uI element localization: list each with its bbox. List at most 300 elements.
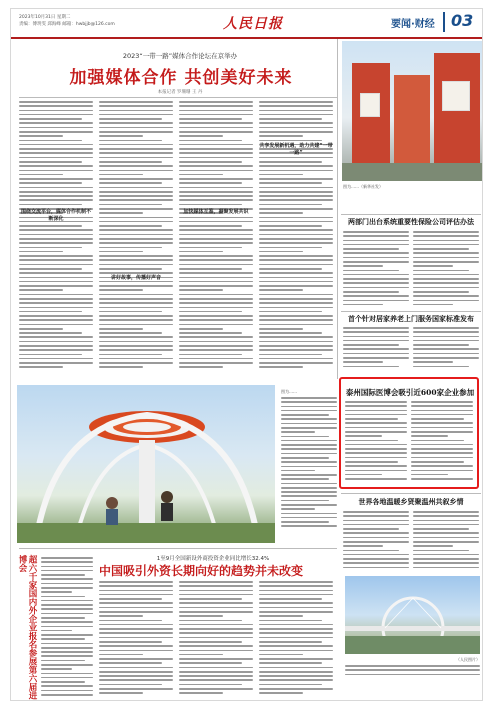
text-line xyxy=(259,140,322,142)
text-line xyxy=(19,277,93,279)
text-line xyxy=(259,662,322,664)
text-line xyxy=(99,611,173,613)
newspaper-page xyxy=(10,8,483,701)
text-line xyxy=(411,427,473,429)
text-line xyxy=(41,596,85,598)
text-line xyxy=(281,466,337,468)
text-line xyxy=(259,658,333,660)
text-line xyxy=(179,242,253,244)
text-line xyxy=(99,187,173,189)
text-line xyxy=(259,671,333,673)
text-line xyxy=(345,461,398,463)
text-line xyxy=(19,178,93,180)
text-line xyxy=(343,541,409,543)
text-line xyxy=(19,336,93,338)
text-line xyxy=(99,654,143,656)
text-line xyxy=(99,315,173,317)
text-line xyxy=(19,294,93,296)
text-line xyxy=(19,289,63,291)
text-line xyxy=(99,148,173,150)
text-line xyxy=(413,300,479,302)
text-line xyxy=(259,289,303,291)
text-line xyxy=(99,615,143,617)
text-line xyxy=(413,231,479,233)
text-line xyxy=(179,199,253,201)
masthead-meta xyxy=(19,14,139,28)
text-line xyxy=(345,414,407,416)
text-line xyxy=(259,217,333,219)
text-line xyxy=(343,252,409,254)
text-line xyxy=(259,354,322,356)
text-line xyxy=(413,537,479,539)
text-line xyxy=(259,251,303,253)
text-line xyxy=(99,345,173,347)
text-line xyxy=(99,650,173,652)
text-line xyxy=(99,302,173,304)
text-line xyxy=(179,152,253,154)
text-line xyxy=(99,362,173,364)
text-line xyxy=(179,238,253,240)
divider xyxy=(341,493,481,494)
text-line xyxy=(41,673,93,675)
text-line xyxy=(41,668,72,670)
text-line xyxy=(19,187,93,189)
text-line xyxy=(179,615,223,617)
text-line xyxy=(99,349,173,351)
text-line xyxy=(19,174,63,176)
text-line xyxy=(343,357,409,359)
text-line xyxy=(19,165,93,167)
text-line xyxy=(411,474,448,476)
text-line xyxy=(343,353,409,355)
text-line xyxy=(179,135,223,137)
text-line xyxy=(41,630,72,632)
text-line xyxy=(179,671,253,673)
text-line xyxy=(413,240,479,242)
text-line xyxy=(19,354,82,356)
lead-subhead-3: 共享发展新机遇，助力共建“一带一路” xyxy=(259,143,333,156)
text-line xyxy=(19,105,93,107)
text-line xyxy=(99,319,173,321)
text-line xyxy=(19,114,93,116)
text-line xyxy=(99,242,173,244)
text-line xyxy=(99,590,173,592)
column-divider xyxy=(337,39,338,379)
text-line xyxy=(99,127,173,129)
text-line xyxy=(259,187,333,189)
sculpture-illustration xyxy=(17,385,275,543)
text-line xyxy=(99,234,173,236)
text-line xyxy=(281,423,337,425)
article-body xyxy=(413,511,479,573)
article-body xyxy=(413,231,479,309)
text-line xyxy=(19,341,93,343)
bridge-illustration xyxy=(345,576,480,654)
text-line xyxy=(179,624,253,626)
text-line xyxy=(281,453,337,455)
text-line xyxy=(99,307,173,309)
text-line xyxy=(179,662,242,664)
text-line xyxy=(413,554,479,556)
text-line xyxy=(99,298,173,300)
text-line xyxy=(411,435,448,437)
text-line xyxy=(99,264,173,266)
text-line xyxy=(281,431,315,433)
center-photo-caption: 图为…… xyxy=(281,389,297,394)
text-line xyxy=(179,645,253,647)
text-line xyxy=(179,148,253,150)
text-line xyxy=(19,242,93,244)
text-line xyxy=(411,478,473,480)
text-line xyxy=(179,581,253,583)
text-line xyxy=(99,101,173,103)
text-line xyxy=(343,274,409,276)
text-line xyxy=(99,247,162,249)
text-line xyxy=(179,675,253,677)
text-line xyxy=(259,632,333,634)
text-line xyxy=(259,345,333,347)
text-line xyxy=(99,229,173,231)
text-line xyxy=(99,366,143,368)
text-line xyxy=(345,665,480,667)
text-line xyxy=(99,191,173,193)
text-line xyxy=(179,131,253,133)
text-line xyxy=(281,491,337,493)
text-line xyxy=(19,281,93,283)
text-line xyxy=(413,366,469,368)
text-line xyxy=(259,131,333,133)
text-line xyxy=(345,465,407,467)
text-line xyxy=(179,628,253,630)
text-line xyxy=(179,191,253,193)
text-line xyxy=(179,157,253,159)
text-line xyxy=(179,122,253,124)
text-line xyxy=(99,637,173,639)
text-line xyxy=(281,444,337,446)
text-line xyxy=(19,152,93,154)
text-line xyxy=(281,406,337,408)
text-line xyxy=(19,324,93,326)
text-line xyxy=(41,664,93,666)
text-line xyxy=(259,311,322,313)
text-line xyxy=(345,474,382,476)
text-line xyxy=(99,118,162,120)
text-line xyxy=(281,470,315,472)
text-line xyxy=(179,161,242,163)
text-line xyxy=(99,238,173,240)
text-line xyxy=(411,461,464,463)
text-line xyxy=(41,660,85,662)
text-line xyxy=(99,679,173,681)
text-line xyxy=(259,242,333,244)
text-line xyxy=(413,541,479,543)
text-line xyxy=(413,545,453,547)
text-line xyxy=(19,131,93,133)
text-line xyxy=(281,504,337,506)
text-line xyxy=(19,272,93,274)
text-line xyxy=(259,637,333,639)
text-line xyxy=(413,282,479,284)
article-body xyxy=(99,581,173,699)
text-line xyxy=(99,328,143,330)
text-line xyxy=(343,282,409,284)
text-line xyxy=(179,247,242,249)
text-line xyxy=(41,694,93,696)
lead-subhead-2: 加快媒体互鉴，凝聚发展共识 xyxy=(183,209,249,215)
text-line xyxy=(259,620,322,622)
text-line xyxy=(345,448,407,450)
text-line xyxy=(99,178,173,180)
text-line xyxy=(99,281,173,283)
text-line xyxy=(413,361,453,363)
text-line xyxy=(411,410,473,412)
text-line xyxy=(259,358,333,360)
text-line xyxy=(343,336,409,338)
bottom-headline: 中国吸引外资长期向好的趋势并未改变 xyxy=(98,564,303,578)
text-line xyxy=(345,410,407,412)
text-line xyxy=(413,344,469,346)
text-line xyxy=(343,532,409,534)
text-line xyxy=(413,550,469,552)
text-line xyxy=(259,277,333,279)
text-line xyxy=(99,225,162,227)
text-line xyxy=(259,602,333,604)
text-line xyxy=(413,278,479,280)
text-line xyxy=(413,244,479,246)
text-line xyxy=(413,348,479,350)
text-line xyxy=(411,414,473,416)
text-line xyxy=(259,118,322,120)
text-line xyxy=(99,688,173,690)
text-line xyxy=(259,204,322,206)
highlighted-article[interactable] xyxy=(339,377,479,489)
text-line xyxy=(411,444,473,446)
article-body xyxy=(345,401,407,485)
text-line xyxy=(281,525,337,527)
text-line xyxy=(411,470,473,472)
text-line xyxy=(259,281,333,283)
text-line xyxy=(179,234,253,236)
text-line xyxy=(281,517,337,519)
text-line xyxy=(259,615,303,617)
text-line xyxy=(281,427,337,429)
text-line xyxy=(413,336,479,338)
text-line xyxy=(343,240,409,242)
text-line xyxy=(179,684,242,686)
text-line xyxy=(413,331,479,333)
text-line xyxy=(413,558,479,560)
text-line xyxy=(413,515,479,517)
text-line xyxy=(259,101,333,103)
text-line xyxy=(19,118,82,120)
text-line xyxy=(179,229,253,231)
text-line xyxy=(19,229,93,231)
text-line xyxy=(99,620,162,622)
text-line xyxy=(99,671,173,673)
text-line xyxy=(259,165,333,167)
text-line xyxy=(343,257,409,259)
text-line xyxy=(99,105,173,107)
text-line xyxy=(179,285,253,287)
text-line xyxy=(259,319,333,321)
text-line xyxy=(259,127,333,129)
text-line xyxy=(343,295,409,297)
text-line xyxy=(179,598,242,600)
text-line xyxy=(411,457,473,459)
text-line xyxy=(259,650,333,652)
text-line xyxy=(281,495,337,497)
article-body xyxy=(343,511,409,573)
text-line xyxy=(41,591,72,593)
text-line xyxy=(41,685,93,687)
text-line xyxy=(41,655,93,657)
text-line xyxy=(19,204,82,206)
text-line xyxy=(179,165,253,167)
divider xyxy=(19,548,337,549)
text-line xyxy=(281,521,329,523)
text-line xyxy=(345,440,398,442)
text-line xyxy=(179,294,253,296)
text-line xyxy=(99,285,173,287)
text-line xyxy=(99,204,162,206)
text-line xyxy=(19,148,93,150)
article-title-wenzhou: 世界各地温暖乡贤聚温州共叙乡情 xyxy=(358,497,464,506)
text-line xyxy=(179,187,253,189)
text-line xyxy=(179,594,253,596)
text-line xyxy=(345,669,480,671)
masthead xyxy=(11,9,483,39)
text-line xyxy=(179,144,253,146)
text-line xyxy=(19,161,82,163)
text-line xyxy=(179,679,253,681)
text-line xyxy=(99,684,162,686)
text-line xyxy=(259,178,333,180)
text-line xyxy=(179,590,253,592)
text-line xyxy=(343,361,383,363)
text-line xyxy=(99,140,162,142)
text-line xyxy=(411,401,473,403)
text-line xyxy=(411,440,464,442)
text-line xyxy=(343,300,409,302)
text-line xyxy=(343,520,409,522)
text-line xyxy=(19,170,93,172)
text-line xyxy=(281,500,329,502)
text-line xyxy=(99,332,162,334)
bridge-caption: （人民图片） xyxy=(456,657,480,662)
text-line xyxy=(179,302,253,304)
text-line xyxy=(99,157,173,159)
text-line xyxy=(413,274,479,276)
text-line xyxy=(281,487,337,489)
text-line xyxy=(259,307,333,309)
text-line xyxy=(259,225,322,227)
text-line xyxy=(259,135,303,137)
text-line xyxy=(281,440,337,442)
divider xyxy=(341,311,481,312)
text-line xyxy=(179,315,253,317)
text-line xyxy=(99,628,173,630)
text-line xyxy=(343,558,409,560)
text-line xyxy=(179,307,253,309)
text-line xyxy=(259,170,333,172)
text-line xyxy=(345,478,407,480)
text-line xyxy=(259,628,333,630)
text-line xyxy=(99,662,162,664)
text-line xyxy=(99,675,173,677)
text-line xyxy=(413,340,479,342)
text-line xyxy=(281,478,329,480)
text-line xyxy=(345,427,407,429)
article-body xyxy=(343,231,409,309)
text-line xyxy=(259,268,322,270)
text-line xyxy=(259,285,333,287)
text-line xyxy=(411,405,473,407)
text-line xyxy=(259,195,333,197)
text-line xyxy=(41,583,93,585)
text-line xyxy=(19,182,82,184)
text-line xyxy=(411,465,473,467)
text-line xyxy=(19,122,93,124)
text-line xyxy=(259,122,333,124)
text-line xyxy=(343,248,399,250)
text-line xyxy=(99,161,162,163)
text-line xyxy=(41,621,93,623)
text-line xyxy=(259,336,333,338)
text-line xyxy=(259,679,333,681)
text-line xyxy=(179,611,253,613)
text-line xyxy=(259,667,333,669)
text-line xyxy=(413,528,469,530)
text-line xyxy=(343,348,409,350)
text-line xyxy=(259,191,333,193)
text-line xyxy=(41,613,93,615)
text-line xyxy=(19,195,93,197)
text-line xyxy=(99,182,162,184)
text-line xyxy=(99,336,173,338)
text-line xyxy=(259,349,333,351)
text-line xyxy=(179,654,223,656)
text-line xyxy=(259,272,333,274)
text-line xyxy=(259,590,333,592)
text-line xyxy=(19,285,93,287)
text-line xyxy=(41,634,93,636)
text-line xyxy=(179,251,223,253)
text-line xyxy=(259,234,333,236)
text-line xyxy=(259,182,322,184)
text-line xyxy=(179,688,253,690)
text-line xyxy=(343,278,409,280)
text-line xyxy=(259,208,333,210)
text-line xyxy=(281,448,337,450)
text-line xyxy=(99,110,173,112)
text-line xyxy=(19,366,63,368)
text-line xyxy=(259,199,333,201)
text-line xyxy=(99,259,173,261)
article-title-insurance: 两部门出台系统重要性保险公司评估办法 xyxy=(348,217,474,226)
text-line xyxy=(179,195,253,197)
text-line xyxy=(99,135,143,137)
text-line xyxy=(413,524,479,526)
text-line xyxy=(259,688,333,690)
text-line xyxy=(413,532,479,534)
text-line xyxy=(19,144,93,146)
text-line xyxy=(343,515,409,517)
text-line xyxy=(179,637,253,639)
text-line xyxy=(41,638,85,640)
text-line xyxy=(343,567,409,569)
text-line xyxy=(411,448,473,450)
caption-text xyxy=(345,665,480,679)
